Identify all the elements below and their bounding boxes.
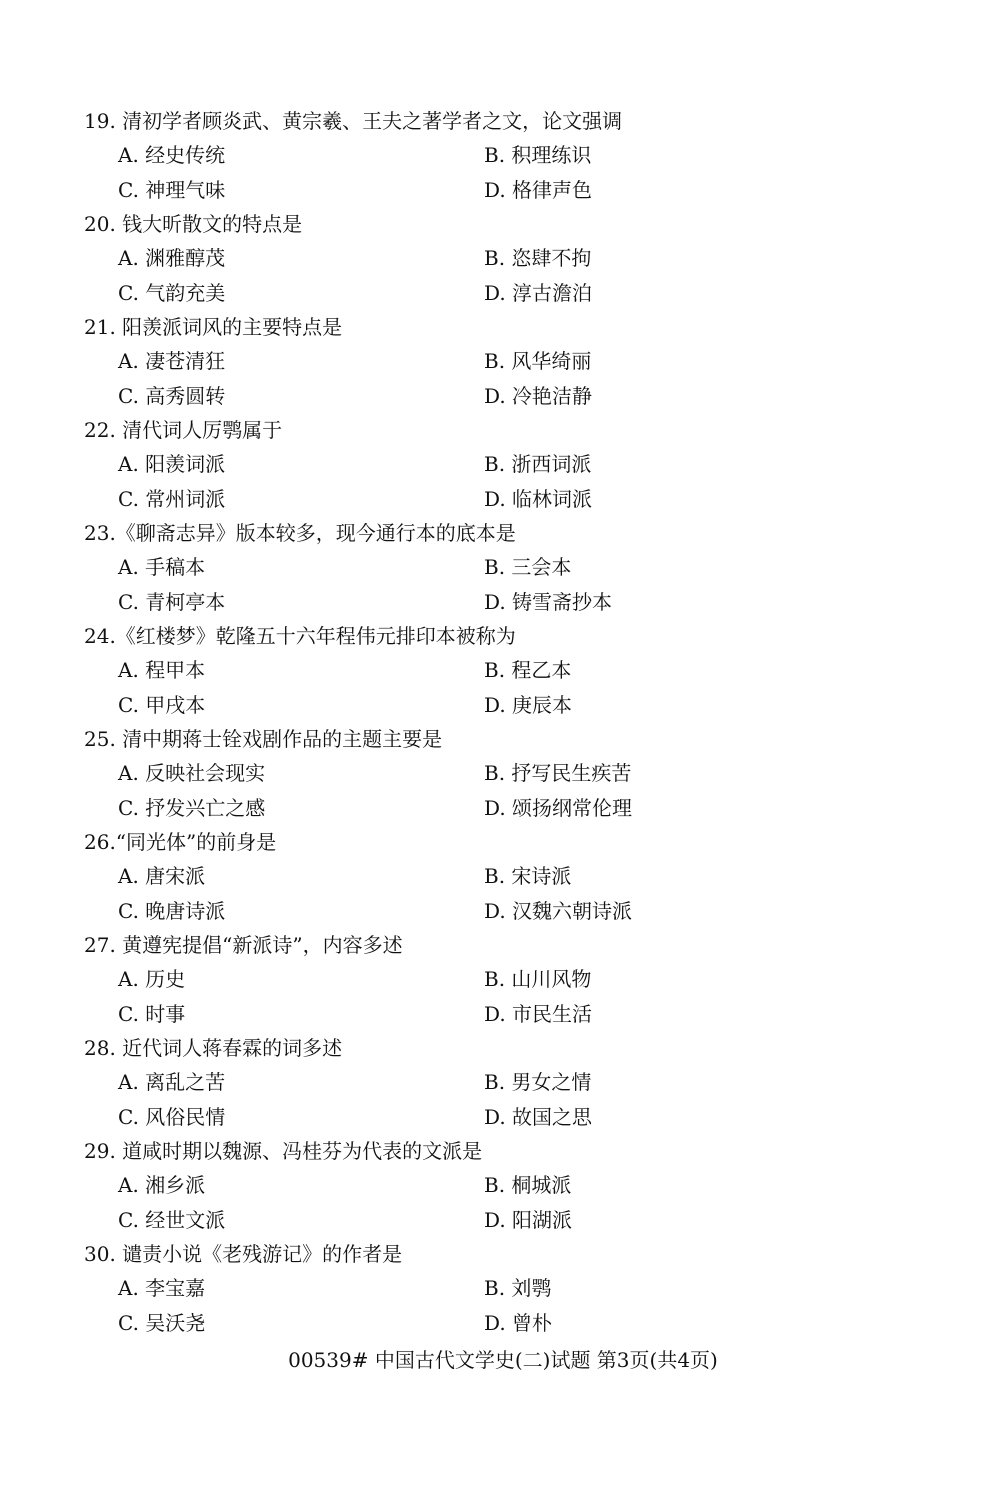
option-row xyxy=(84,447,944,482)
option-a: A. 渊雅醇茂 xyxy=(118,246,226,270)
option-b: B. 桐城派 xyxy=(484,1173,572,1197)
option-c: C. 神理气味 xyxy=(118,177,226,202)
option-b: B. 恣肆不拘 xyxy=(484,246,592,270)
question-stem: 19. 清初学者顾炎武、黄宗羲、王夫之著学者之文，论文强调 xyxy=(84,109,623,133)
question-19 xyxy=(84,104,944,207)
question-25 xyxy=(84,722,944,825)
option-c: C. 吴沃尧 xyxy=(118,1310,206,1335)
option-d: D. 曾朴 xyxy=(484,1310,553,1335)
option-row xyxy=(84,344,944,379)
option-b: B. 程乙本 xyxy=(484,658,572,682)
option-d: D. 淳古澹泊 xyxy=(484,280,593,305)
question-list xyxy=(84,104,944,1340)
option-d: D. 铸雪斋抄本 xyxy=(484,589,613,614)
option-row xyxy=(84,1168,944,1203)
option-b: B. 浙西词派 xyxy=(484,452,592,476)
option-a: A. 唐宋派 xyxy=(118,864,206,888)
option-a: A. 李宝嘉 xyxy=(118,1276,206,1300)
option-row xyxy=(84,276,944,311)
option-c: C. 晚唐诗派 xyxy=(118,898,226,923)
question-stem: 27. 黄遵宪提倡“新派诗”，内容多述 xyxy=(84,933,403,957)
option-row xyxy=(84,241,944,276)
option-row xyxy=(84,997,944,1032)
option-d: D. 庚辰本 xyxy=(484,692,573,717)
option-d: D. 格律声色 xyxy=(484,177,593,202)
question-stem: 20. 钱大昕散文的特点是 xyxy=(84,212,303,236)
option-b: B. 男女之情 xyxy=(484,1070,592,1094)
question-stem: 23.《聊斋志异》版本较多，现今通行本的底本是 xyxy=(84,521,516,545)
question-stem: 25. 清中期蒋士铨戏剧作品的主题主要是 xyxy=(84,727,443,751)
option-c: C. 风俗民情 xyxy=(118,1104,226,1129)
option-row xyxy=(84,550,944,585)
option-row xyxy=(84,962,944,997)
option-d: D. 汉魏六朝诗派 xyxy=(484,898,633,923)
option-row xyxy=(84,688,944,723)
question-stem: 21. 阳羡派词风的主要特点是 xyxy=(84,315,343,339)
option-b: B. 宋诗派 xyxy=(484,864,572,888)
option-row xyxy=(84,756,944,791)
option-b: B. 抒写民生疾苦 xyxy=(484,761,632,785)
question-stem: 26.“同光体”的前身是 xyxy=(84,830,277,854)
option-row xyxy=(84,1203,944,1238)
option-row xyxy=(84,791,944,826)
option-a: A. 阳羡词派 xyxy=(118,452,226,476)
option-row xyxy=(84,1271,944,1306)
option-a: A. 反映社会现实 xyxy=(118,761,266,785)
option-row xyxy=(84,1065,944,1100)
option-d: D. 临林词派 xyxy=(484,486,593,511)
option-d: D. 阳湖派 xyxy=(484,1207,573,1232)
question-29 xyxy=(84,1134,944,1237)
option-c: C. 常州词派 xyxy=(118,486,226,511)
option-c: C. 抒发兴亡之感 xyxy=(118,795,266,820)
option-d: D. 故国之思 xyxy=(484,1104,593,1129)
option-row xyxy=(84,173,944,208)
option-a: A. 经史传统 xyxy=(118,143,226,167)
option-b: B. 刘鹗 xyxy=(484,1276,552,1300)
option-d: D. 冷艳洁静 xyxy=(484,383,593,408)
question-stem: 24.《红楼梦》乾隆五十六年程伟元排印本被称为 xyxy=(84,624,516,648)
option-c: C. 青柯亭本 xyxy=(118,589,226,614)
question-27 xyxy=(84,928,944,1031)
question-21 xyxy=(84,310,944,413)
option-b: B. 积理练识 xyxy=(484,143,592,167)
question-stem: 22. 清代词人厉鹗属于 xyxy=(84,418,283,442)
option-b: B. 风华绮丽 xyxy=(484,349,592,373)
option-a: A. 程甲本 xyxy=(118,658,206,682)
option-c: C. 甲戌本 xyxy=(118,692,206,717)
option-d: D. 市民生活 xyxy=(484,1001,593,1026)
option-row xyxy=(84,1100,944,1135)
option-row xyxy=(84,585,944,620)
option-row xyxy=(84,482,944,517)
question-stem: 29. 道咸时期以魏源、冯桂芬为代表的文派是 xyxy=(84,1139,483,1163)
question-26 xyxy=(84,825,944,928)
question-28 xyxy=(84,1031,944,1134)
question-stem: 30. 谴责小说《老残游记》的作者是 xyxy=(84,1242,403,1266)
question-30 xyxy=(84,1237,944,1340)
option-row xyxy=(84,894,944,929)
option-a: A. 离乱之苦 xyxy=(118,1070,226,1094)
page-footer: 00539# 中国古代文学史(二)试题 第3页(共4页) xyxy=(288,1348,718,1372)
option-c: C. 时事 xyxy=(118,1001,186,1026)
option-row xyxy=(84,1306,944,1341)
option-a: A. 手稿本 xyxy=(118,555,206,579)
option-a: A. 湘乡派 xyxy=(118,1173,206,1197)
option-c: C. 经世文派 xyxy=(118,1207,226,1232)
option-c: C. 气韵充美 xyxy=(118,280,226,305)
option-c: C. 高秀圆转 xyxy=(118,383,226,408)
option-d: D. 颂扬纲常伦理 xyxy=(484,795,633,820)
option-row xyxy=(84,859,944,894)
question-22 xyxy=(84,413,944,516)
question-stem: 28. 近代词人蒋春霖的词多述 xyxy=(84,1036,343,1060)
option-a: A. 凄苍清狂 xyxy=(118,349,226,373)
option-b: B. 三会本 xyxy=(484,555,572,579)
option-row xyxy=(84,138,944,173)
option-b: B. 山川风物 xyxy=(484,967,592,991)
question-24 xyxy=(84,619,944,722)
question-23 xyxy=(84,516,944,619)
option-a: A. 历史 xyxy=(118,967,186,991)
option-row xyxy=(84,653,944,688)
option-row xyxy=(84,379,944,414)
question-20 xyxy=(84,207,944,310)
